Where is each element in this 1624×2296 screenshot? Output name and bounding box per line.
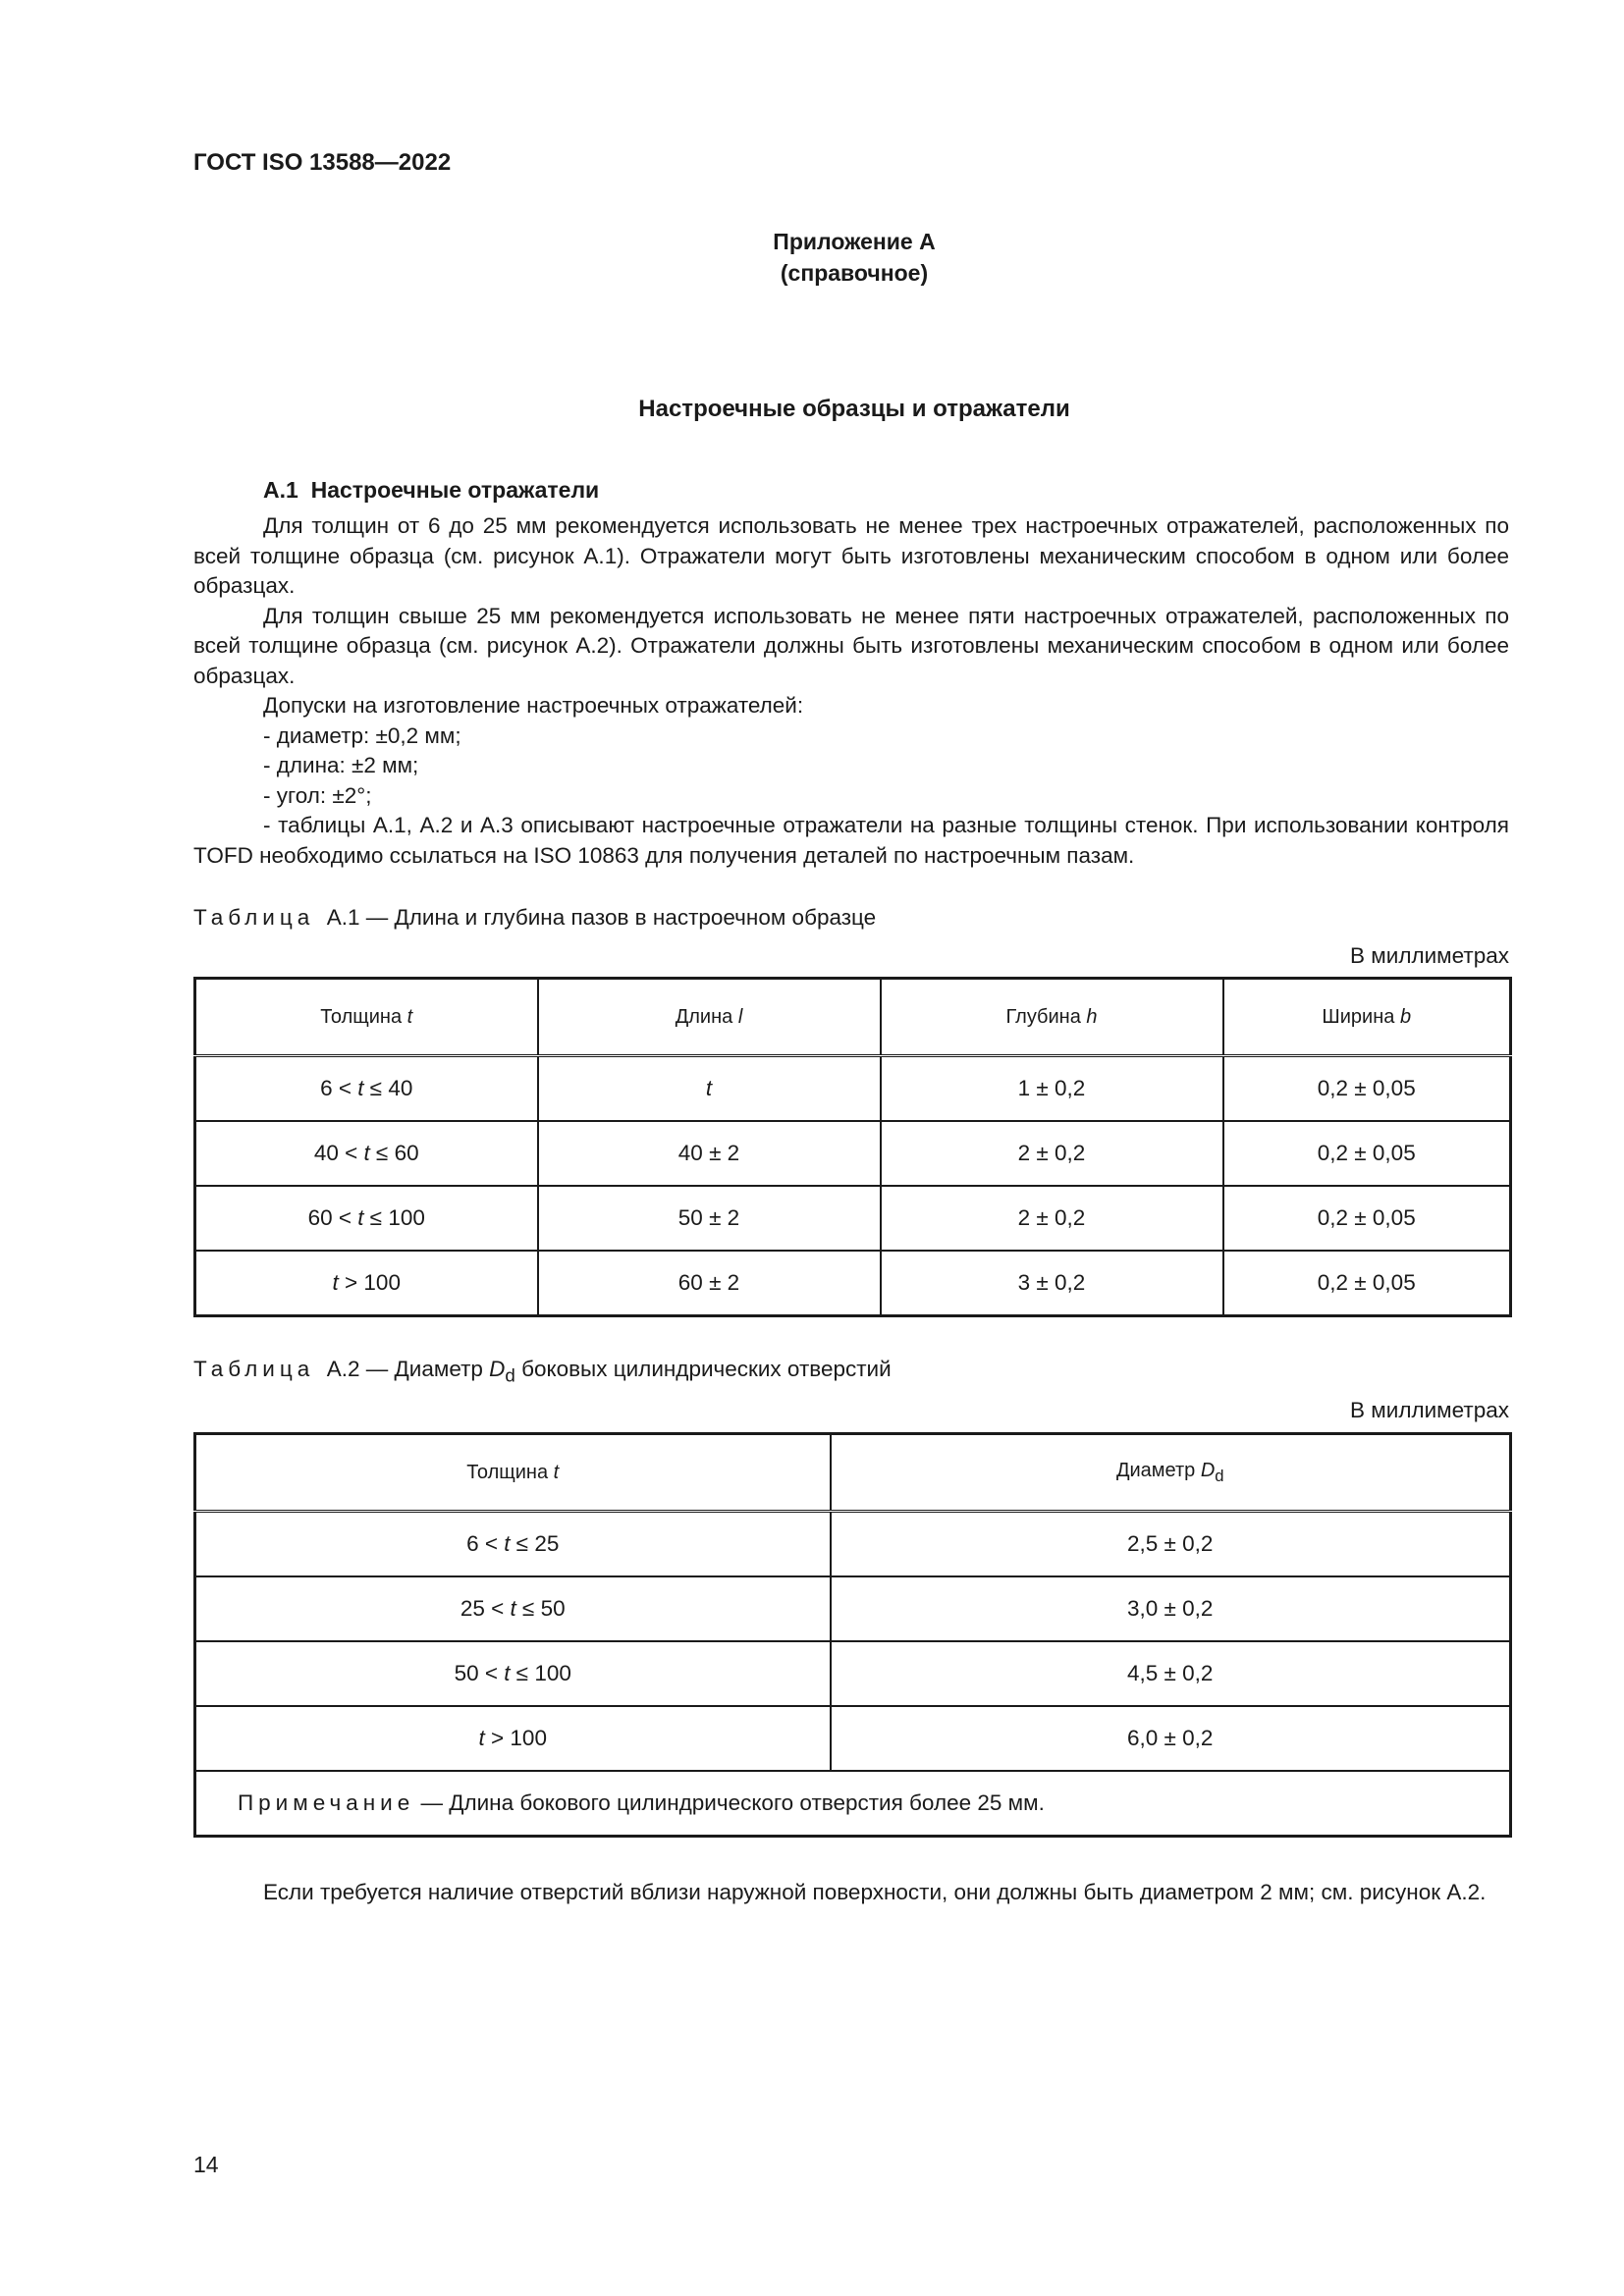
table-cell: 3,0 ± 0,2 bbox=[831, 1576, 1511, 1641]
table-row bbox=[195, 1186, 1511, 1251]
header-cell: Длина l bbox=[538, 979, 881, 1056]
list-item: - таблицы А.1, А.2 и А.3 описывают настроечные отражатели на разные толщины стенок. При использовании контроля TOFD необходимо ссылаться на ISO 10863 для получения деталей по настроечным пазам. bbox=[193, 813, 1509, 868]
appendix-subtitle: (справочное) bbox=[780, 260, 929, 286]
table1-units: В миллиметрах bbox=[1350, 943, 1509, 968]
table-cell: t > 100 bbox=[195, 1706, 831, 1771]
table-row bbox=[195, 1056, 1511, 1122]
table-label: Таблица bbox=[193, 1357, 315, 1381]
paragraph: Для толщин свыше 25 мм рекомендуется использовать не менее пяти настроечных отражателей, расположенных по всей толщине образца (см. рисунок А.2). Отражатели должны быть изготовлены механическим способом в одном или более образцах. bbox=[193, 603, 1509, 688]
appendix-heading bbox=[0, 226, 1624, 289]
table1 bbox=[193, 977, 1512, 1317]
table2 bbox=[193, 1432, 1512, 1838]
table2-caption: Таблица А.2 — Диаметр $D_d$ боковых цилиндрических отверстий bbox=[193, 1357, 892, 1386]
table-row bbox=[195, 1251, 1511, 1316]
paragraph: Допуски на изготовление настроечных отражателей: bbox=[263, 693, 804, 718]
document-id: ГОСТ ISO 13588—2022 bbox=[193, 149, 452, 176]
table-cell: 0,2 ± 0,05 bbox=[1223, 1186, 1511, 1251]
header-cell: Диаметр $D_d$ bbox=[831, 1434, 1511, 1512]
section-number: А.1 bbox=[263, 477, 298, 503]
closing-paragraph: Если требуется наличие отверстий вблизи наружной поверхности, они должны быть диаметром 2 мм; см. рисунок А.2. bbox=[263, 1880, 1487, 1904]
table-cell: 6 < t ≤ 40 bbox=[195, 1056, 538, 1122]
table-cell: 6 < t ≤ 25 bbox=[195, 1512, 831, 1577]
paragraph: Для толщин от 6 до 25 мм рекомендуется использовать не менее трех настроечных отражателей, расположенных по всей толщине образца (см. рисунок А.1). Отражатели могут быть изготовлены механическим способом в одном или более образцах. bbox=[193, 513, 1509, 598]
table-note-row bbox=[195, 1771, 1511, 1837]
table-row bbox=[195, 1641, 1511, 1706]
table-cell: t > 100 bbox=[195, 1251, 538, 1316]
table-row bbox=[195, 1576, 1511, 1641]
list-item: - длина: ±2 мм; bbox=[263, 753, 419, 777]
table-cell: 3 ± 0,2 bbox=[881, 1251, 1223, 1316]
list-item: - угол: ±2°; bbox=[263, 782, 372, 808]
table-cell: 50 ± 2 bbox=[538, 1186, 881, 1251]
table1-caption bbox=[193, 905, 876, 931]
table-row bbox=[195, 1121, 1511, 1186]
table-cell: 50 < t ≤ 100 bbox=[195, 1641, 831, 1706]
table-cell: 25 < t ≤ 50 bbox=[195, 1576, 831, 1641]
appendix-title: Приложение А bbox=[773, 229, 936, 254]
section-title: Настроечные отражатели bbox=[310, 477, 600, 503]
table-cell: 2 ± 0,2 bbox=[881, 1121, 1223, 1186]
table-label: Таблица bbox=[193, 905, 315, 930]
section-heading bbox=[263, 477, 599, 504]
table-cell: 0,2 ± 0,05 bbox=[1223, 1251, 1511, 1316]
table-cell: 2,5 ± 0,2 bbox=[831, 1512, 1511, 1577]
table-cell: 1 ± 0,2 bbox=[881, 1056, 1223, 1122]
table-header-row bbox=[195, 1434, 1511, 1512]
annex-title: Настроечные образцы и отражатели bbox=[638, 396, 1070, 422]
table-cell: 4,5 ± 0,2 bbox=[831, 1641, 1511, 1706]
page-number: 14 bbox=[193, 2152, 219, 2177]
header-cell: Толщина t bbox=[195, 979, 538, 1056]
table-row bbox=[195, 1512, 1511, 1577]
table-cell: 6,0 ± 0,2 bbox=[831, 1706, 1511, 1771]
body-text bbox=[193, 511, 1509, 871]
table-cell: 40 < t ≤ 60 bbox=[195, 1121, 538, 1186]
table-cell: 0,2 ± 0,05 bbox=[1223, 1121, 1511, 1186]
table-cell: 0,2 ± 0,05 bbox=[1223, 1056, 1511, 1122]
table-cell: 60 < t ≤ 100 bbox=[195, 1186, 538, 1251]
table-note: Примечание — Длина бокового цилиндрического отверстия более 25 мм. bbox=[195, 1771, 1511, 1837]
table-caption-text: А.1 — Длина и глубина пазов в настроечном образце bbox=[326, 905, 877, 930]
table-header-row bbox=[195, 979, 1511, 1056]
table-cell: 2 ± 0,2 bbox=[881, 1186, 1223, 1251]
header-cell: Толщина t bbox=[195, 1434, 831, 1512]
list-item: - диаметр: ±0,2 мм; bbox=[263, 722, 461, 748]
table-cell: t bbox=[538, 1056, 881, 1122]
table-cell: 40 ± 2 bbox=[538, 1121, 881, 1186]
table-row bbox=[195, 1706, 1511, 1771]
header-cell: Ширина b bbox=[1223, 979, 1511, 1056]
table-cell: 60 ± 2 bbox=[538, 1251, 881, 1316]
header-cell: Глубина h bbox=[881, 979, 1223, 1056]
table2-units: В миллиметрах bbox=[1350, 1398, 1509, 1422]
